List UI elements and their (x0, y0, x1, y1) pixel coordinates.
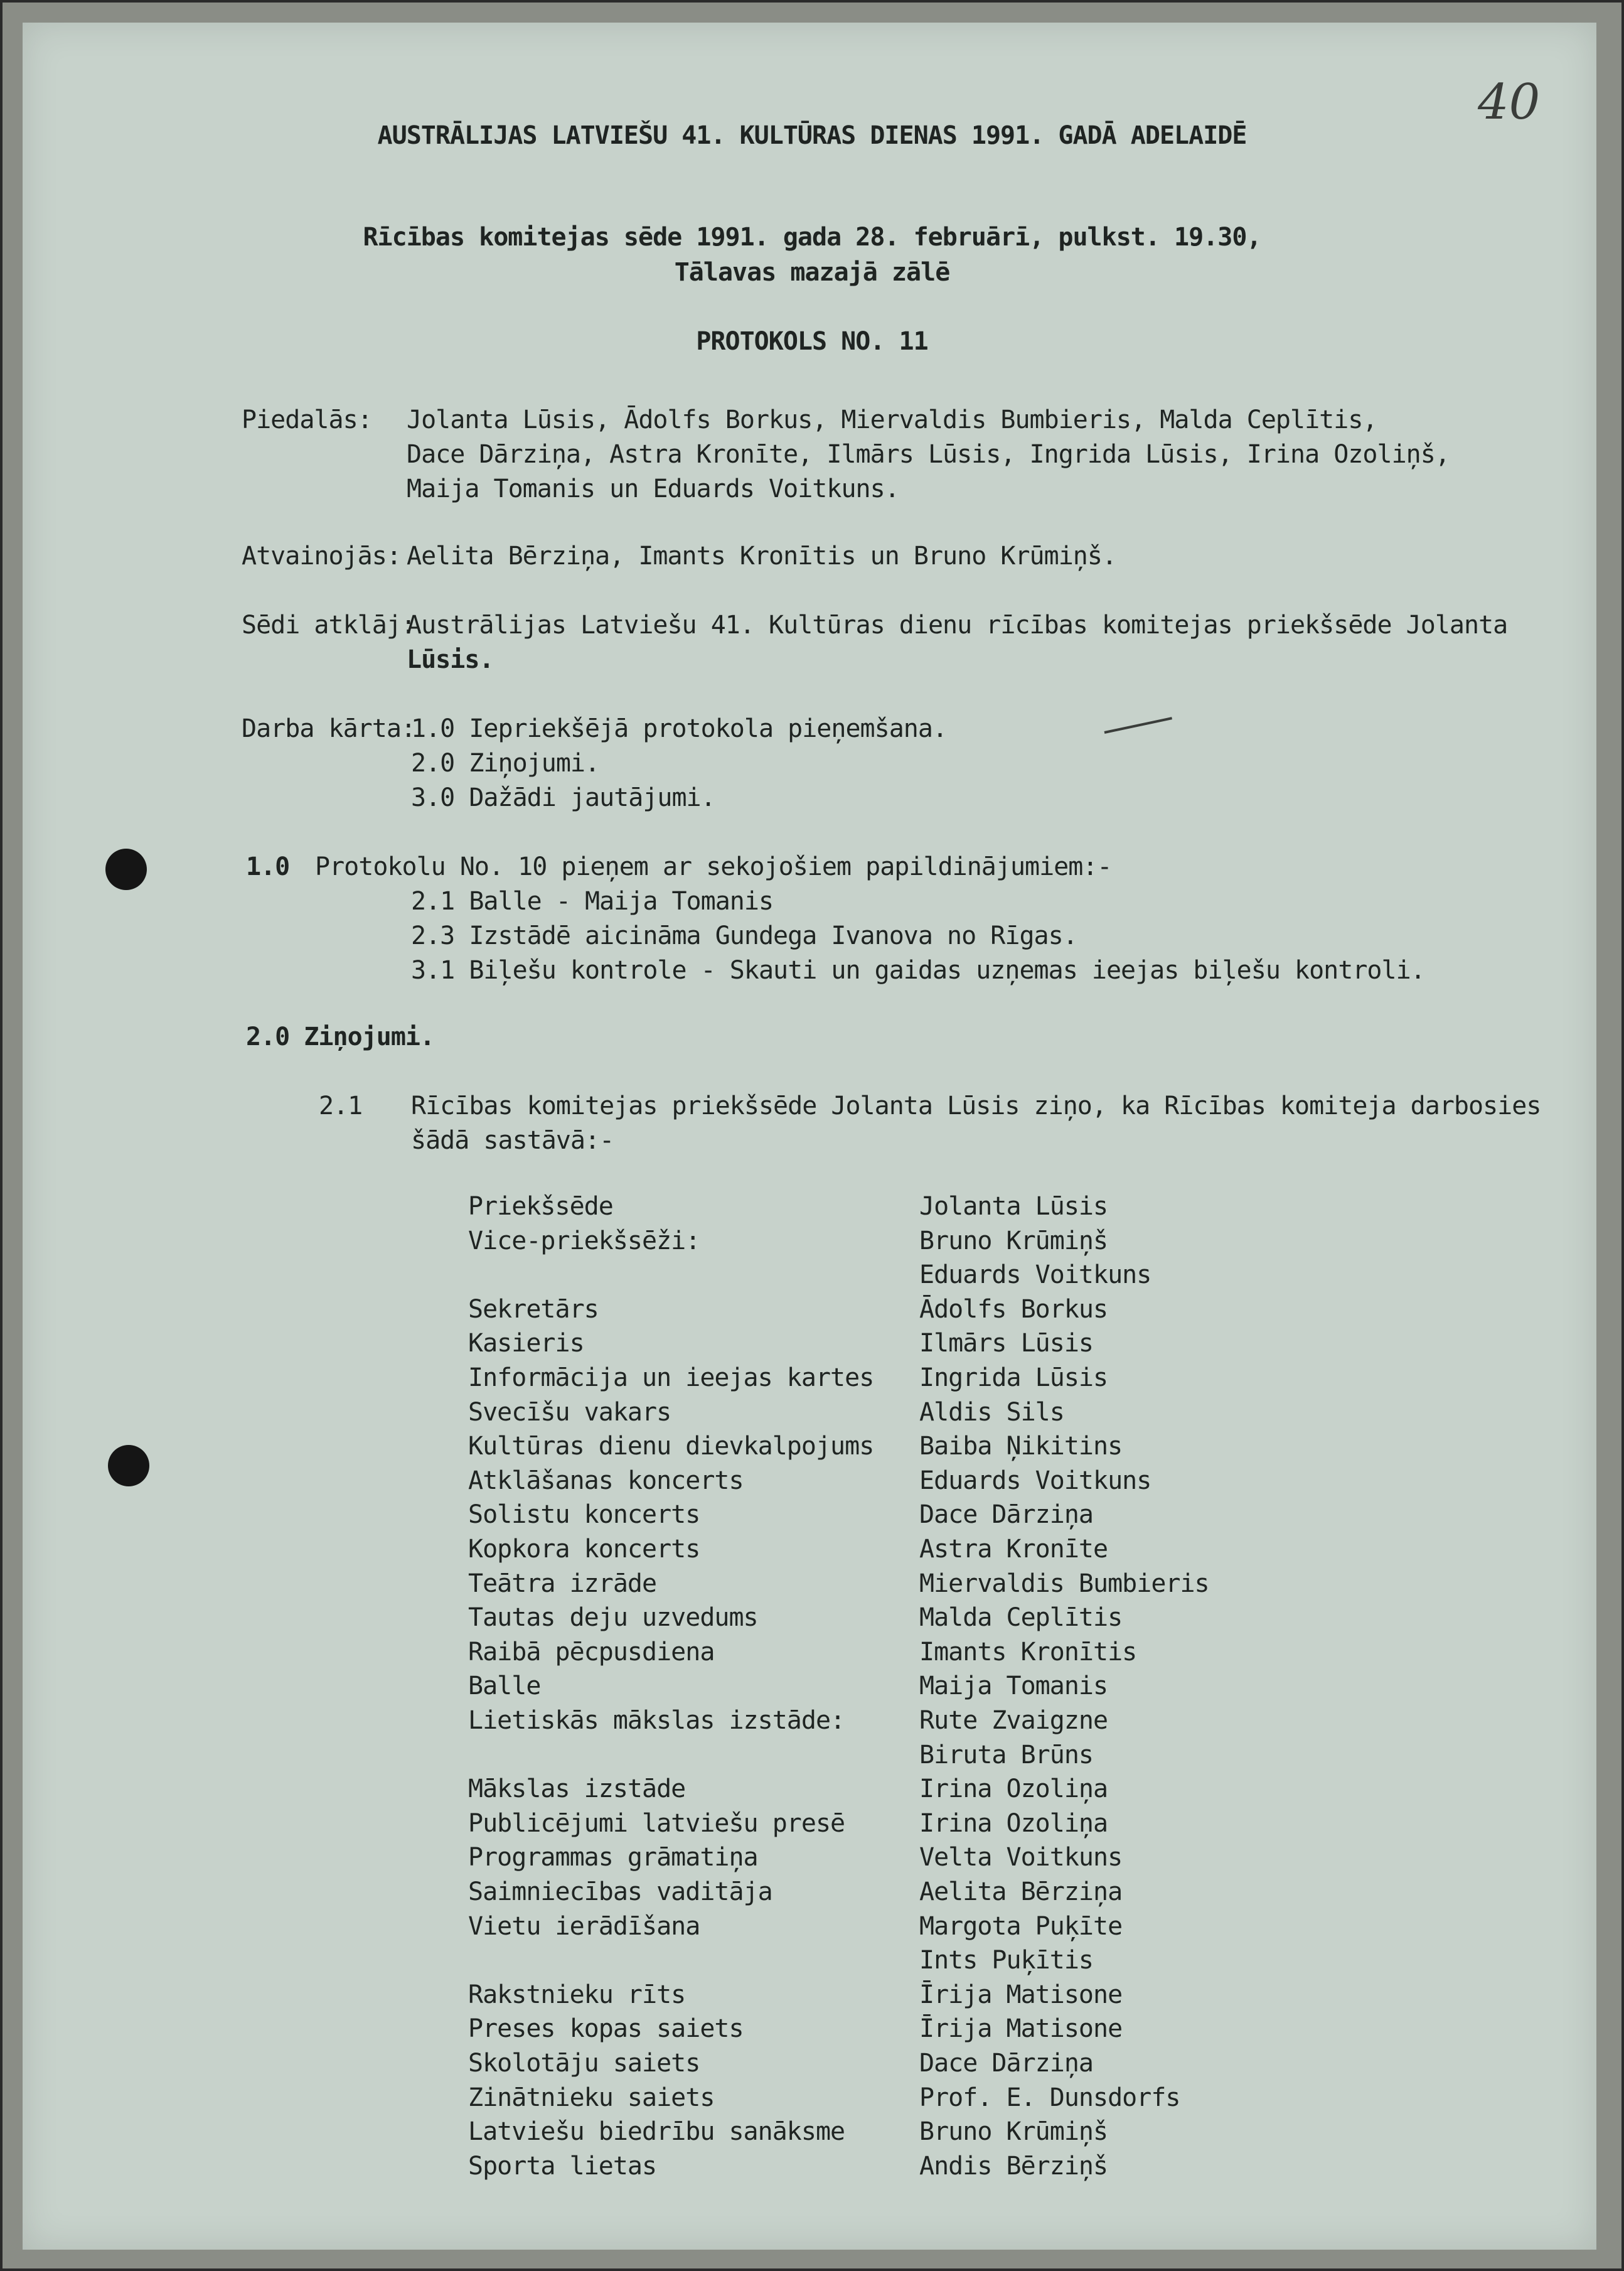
section-1-item-1: 2.1 Balle - Maija Tomanis (411, 887, 774, 916)
roster-person: Īrija Matisone (919, 1980, 1123, 2009)
roster-person: Eduards Voitkuns (919, 1260, 1151, 1290)
page-number: 40 (1478, 74, 1541, 131)
roster-role: Mākslas izstāde (468, 1774, 686, 1804)
roster-person: Ints Puķītis (919, 1946, 1093, 1975)
agenda-label: Darba kārta: (242, 714, 415, 743)
roster-role: Sekretārs (468, 1294, 599, 1324)
opened-line-2: Lūsis. (407, 645, 494, 674)
roster-person: Ādolfs Borkus (919, 1294, 1108, 1324)
section-2-item-line-1: Rīcības komitejas priekšsēde Jolanta Lūsis ziņo, ka Rīcības komiteja darbosies (411, 1092, 1541, 1120)
roster-role: Informācija un ieejas kartes (468, 1363, 874, 1392)
roster-role: Latviešu biedrību sanāksme (468, 2117, 845, 2147)
roster-person: Irina Ozoliņa (919, 1774, 1108, 1804)
roster-person: Bruno Krūmiņš (919, 1226, 1108, 1255)
roster-role: Atklāšanas koncerts (468, 1466, 744, 1495)
section-2-heading: 2.0 Ziņojumi. (246, 1023, 435, 1051)
present-label: Piedalās: (242, 405, 372, 434)
roster-person: Baiba Ņikitins (919, 1432, 1123, 1461)
roster-person: Rute Zvaigzne (919, 1706, 1108, 1735)
agenda-item-1: 1.0 Iepriekšējā protokola pieņemšana. (411, 714, 948, 743)
present-line-1: Jolanta Lūsis, Ādolfs Borkus, Miervaldis Bumbieris, Malda Ceplītis, (407, 405, 1377, 434)
roster-person: Dace Dārziņa (919, 1500, 1093, 1530)
roster-person: Irina Ozoliņa (919, 1808, 1108, 1838)
roster-person: Ilmārs Lūsis (919, 1329, 1093, 1358)
roster-role: Programmas grāmatiņa (468, 1843, 758, 1872)
roster-person: Velta Voitkuns (919, 1843, 1123, 1872)
roster-role: Vice-priekšsēži: (468, 1226, 700, 1255)
roster-role: Solistu koncerts (468, 1500, 700, 1530)
roster-role: Priekšsēde (468, 1192, 613, 1221)
roster-person: Andis Bērziņš (919, 2151, 1108, 2181)
section-1-item-3: 3.1 Biļešu kontrole - Skauti un gaidas uzņemas ieejas biļešu kontroli. (411, 956, 1425, 985)
roster-role: Lietiskās mākslas izstāde: (468, 1706, 845, 1735)
roster-role: Balle (468, 1672, 541, 1701)
section-1-number: 1.0 (246, 852, 290, 881)
opened-line-1: Austrālijas Latviešu 41. Kultūras dienu rīcības komitejas priekšsēde Jolanta (407, 611, 1508, 640)
roster-person: Aldis Sils (919, 1397, 1064, 1427)
agenda-item-3: 3.0 Dažādi jautājumi. (411, 783, 715, 812)
section-1-item-2: 2.3 Izstādē aicināma Gundega Ivanova no Rīgas. (411, 921, 1077, 950)
document-title: AUSTRĀLIJAS LATVIEŠU 41. KULTŪRAS DIENAS 1991. GADĀ ADELAIDĒ (377, 121, 1247, 150)
roster-person: Ingrida Lūsis (919, 1363, 1108, 1392)
meeting-line-1: Rīcības komitejas sēde 1991. gada 28. februārī, pulkst. 19.30, (363, 223, 1261, 252)
roster-role: Kasieris (468, 1329, 584, 1358)
excused-names: Aelita Bērziņa, Imants Kronītis un Bruno Krūmiņš. (407, 542, 1117, 571)
roster-person: Eduards Voitkuns (919, 1466, 1151, 1495)
excused-label: Atvainojās: (242, 542, 401, 571)
roster-role: Teātra izrāde (468, 1569, 657, 1598)
section-2-item-number: 2.1 (319, 1092, 363, 1120)
roster-person: Margota Puķīte (919, 1911, 1123, 1941)
roster-role: Skolotāju saiets (468, 2049, 700, 2078)
roster-person: Biruta Brūns (919, 1740, 1093, 1769)
opened-label: Sēdi atklāj: (242, 611, 415, 640)
roster-role: Publicējumi latviešu presē (468, 1808, 845, 1838)
document-page (23, 23, 1596, 2250)
roster-person: Miervaldis Bumbieris (919, 1569, 1209, 1598)
roster-person: Īrija Matisone (919, 2014, 1123, 2044)
roster-role: Tautas deju uzvedums (468, 1603, 758, 1633)
roster-role: Svecīšu vakars (468, 1397, 671, 1427)
roster-person: Jolanta Lūsis (919, 1192, 1108, 1221)
roster-role: Rakstnieku rīts (468, 1980, 686, 2009)
roster-person: Dace Dārziņa (919, 2049, 1093, 2078)
roster-role: Kultūras dienu dievkalpojums (468, 1432, 874, 1461)
punch-hole-bottom (108, 1445, 149, 1486)
roster-person: Imants Kronītis (919, 1637, 1137, 1667)
punch-hole-top (105, 849, 147, 890)
roster-role: Raibā pēcpusdiena (468, 1637, 715, 1667)
roster-role: Sporta lietas (468, 2151, 657, 2181)
roster-person: Prof. E. Dunsdorfs (919, 2083, 1180, 2112)
agenda-item-2: 2.0 Ziņojumi. (411, 749, 600, 778)
roster-role: Saimniecības vaditāja (468, 1877, 772, 1906)
roster-role: Vietu ierādīšana (468, 1911, 700, 1941)
roster-person: Astra Kronīte (919, 1535, 1108, 1564)
roster-role: Zinātnieku saiets (468, 2083, 715, 2112)
protocol-title: PROTOKOLS NO. 11 (696, 327, 928, 356)
roster-person: Bruno Krūmiņš (919, 2117, 1108, 2147)
section-2-item-line-2: šādā sastāvā:- (411, 1126, 614, 1155)
meeting-line-2: Tālavas mazajā zālē (674, 258, 950, 287)
roster-person: Maija Tomanis (919, 1672, 1108, 1701)
roster-role: Kopkora koncerts (468, 1535, 700, 1564)
roster-person: Aelita Bērziņa (919, 1877, 1123, 1906)
section-1-text: Protokolu No. 10 pieņem ar sekojošiem papildinājumiem:- (315, 852, 1112, 881)
present-line-3: Maija Tomanis un Eduards Voitkuns. (407, 475, 899, 503)
present-line-2: Dace Dārziņa, Astra Kronīte, Ilmārs Lūsis, Ingrida Lūsis, Irina Ozoliņš, (407, 440, 1450, 469)
roster-role: Preses kopas saiets (468, 2014, 744, 2044)
roster-person: Malda Ceplītis (919, 1603, 1123, 1633)
